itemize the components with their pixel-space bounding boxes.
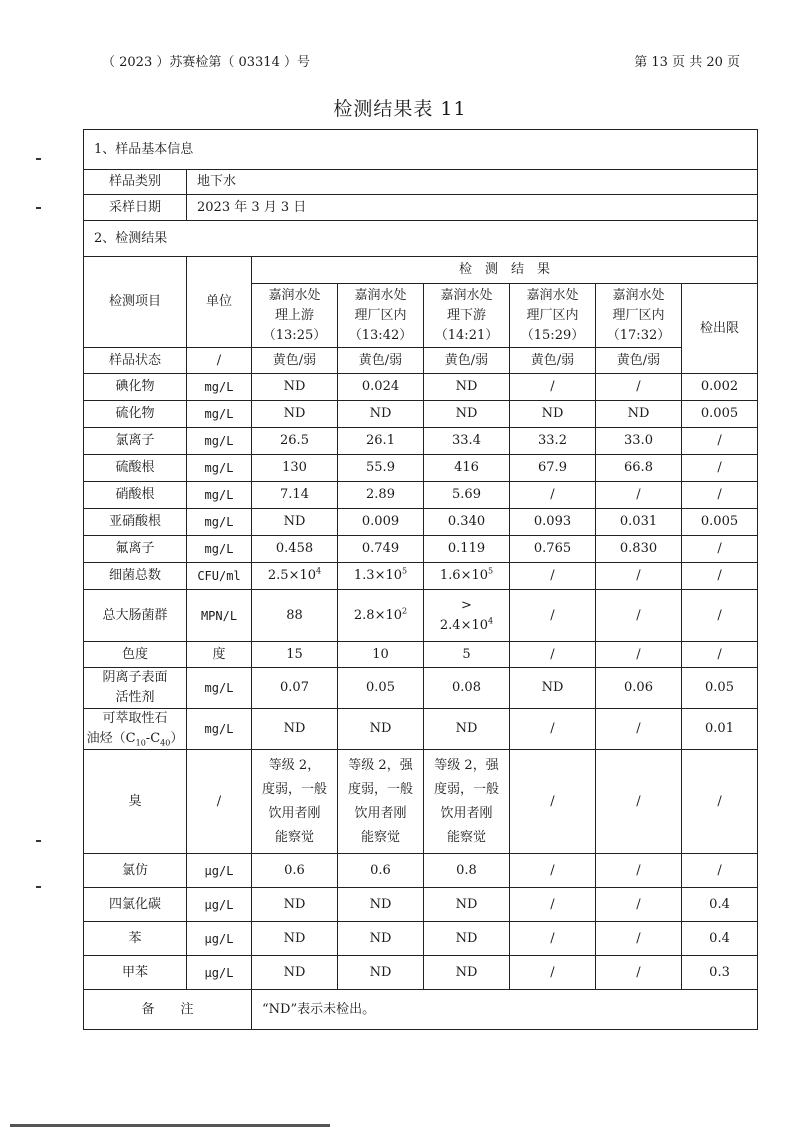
remark-label: 备 注 xyxy=(84,990,252,1030)
table-row: 碘化物 mg/L ND 0.024 ND / / 0.002 xyxy=(84,374,758,401)
category-label: 样品类别 xyxy=(84,170,187,195)
col-results-header: 检 测 结 果 xyxy=(252,257,758,284)
table-row: 色度 度 15 10 5 / / / xyxy=(84,642,758,668)
results-table xyxy=(83,129,758,1030)
page-info: 第 13 页 共 20 页 xyxy=(634,55,740,70)
table-row: 氟离子 mg/L 0.458 0.749 0.119 0.765 0.830 / xyxy=(84,536,758,563)
table-row: 氯仿 μg/L 0.6 0.6 0.8 / / / xyxy=(84,854,758,888)
section1-heading: 1、样品基本信息 xyxy=(84,130,758,170)
category-value: 地下水 xyxy=(187,170,758,195)
site-header: 嘉润水处 理上游 （13:25） xyxy=(252,284,338,348)
site-header: 嘉润水处 理厂区内 （17:32） xyxy=(596,284,682,348)
col-limit-header: 检出限 xyxy=(682,284,758,374)
table-row: 硫化物 mg/L ND ND ND ND ND 0.005 xyxy=(84,401,758,428)
site-header: 嘉润水处 理厂区内 （15:29） xyxy=(510,284,596,348)
col-unit-header: 单位 xyxy=(187,257,252,348)
table-row: 总大肠菌群 MPN/L 88 $2.8\times 10^2$ > $2.4\times 10^4$ / / / xyxy=(84,590,758,642)
date-label: 采样日期 xyxy=(84,195,187,221)
table-row: 甲苯 μg/L ND ND ND / / 0.3 xyxy=(84,956,758,990)
scan-edge xyxy=(10,1124,330,1127)
table-row: 可萃取性石 油烃$(C_{10}-C_{40})$ mg/L ND ND ND / / 0.01 xyxy=(84,709,758,750)
scan-mark xyxy=(36,207,41,209)
table-row: 样品状态 / 黄色/弱 黄色/弱 黄色/弱 黄色/弱 黄色/弱 xyxy=(84,348,758,374)
table-row: 硫酸根 mg/L 130 55.9 416 67.9 66.8 / xyxy=(84,455,758,482)
remark-row xyxy=(84,990,758,1030)
table-row: 细菌总数 CFU/ml $2.5\times 10^4$ $1.3\times 10^5$ $1.6\times 10^5$ / / / xyxy=(84,563,758,590)
table-row: 硝酸根 mg/L 7.14 2.89 5.69 / / / xyxy=(84,482,758,509)
site-header: 嘉润水处 理下游 （14:21） xyxy=(424,284,510,348)
report-number: （ 2023 ）苏赛检第（ 03314 ）号 xyxy=(102,55,310,70)
col-item-header: 检测项目 xyxy=(84,257,187,348)
table-row: 氯离子 mg/L 26.5 26.1 33.4 33.2 33.0 / xyxy=(84,428,758,455)
table-row: 臭 / 等级 2， 度弱，一般 饮用者刚 能察觉 等级 2，强 度弱，一般 饮用者刚 能察觉 等级 2，强 度弱，一般 饮用者刚 能察觉 / / / xyxy=(84,750,758,854)
date-value: 2023 年 3 月 3 日 xyxy=(187,195,758,221)
remark-text: “ND”表示未检出。 xyxy=(252,990,758,1030)
table-row: 亚硝酸根 mg/L ND 0.009 0.340 0.093 0.031 0.005 xyxy=(84,509,758,536)
scan-mark xyxy=(36,840,41,842)
table-row: 四氯化碳 μg/L ND ND ND / / 0.4 xyxy=(84,888,758,922)
table-row: 苯 μg/L ND ND ND / / 0.4 xyxy=(84,922,758,956)
page-title: 检测结果表 11 xyxy=(333,98,467,120)
table-row: 阴离子表面 活性剂 mg/L 0.07 0.05 0.08 ND 0.06 0.05 xyxy=(84,668,758,709)
scan-mark xyxy=(36,886,41,888)
scan-mark xyxy=(36,158,41,160)
site-header: 嘉润水处 理厂区内 （13:42） xyxy=(338,284,424,348)
section2-heading: 2、检测结果 xyxy=(84,221,758,257)
